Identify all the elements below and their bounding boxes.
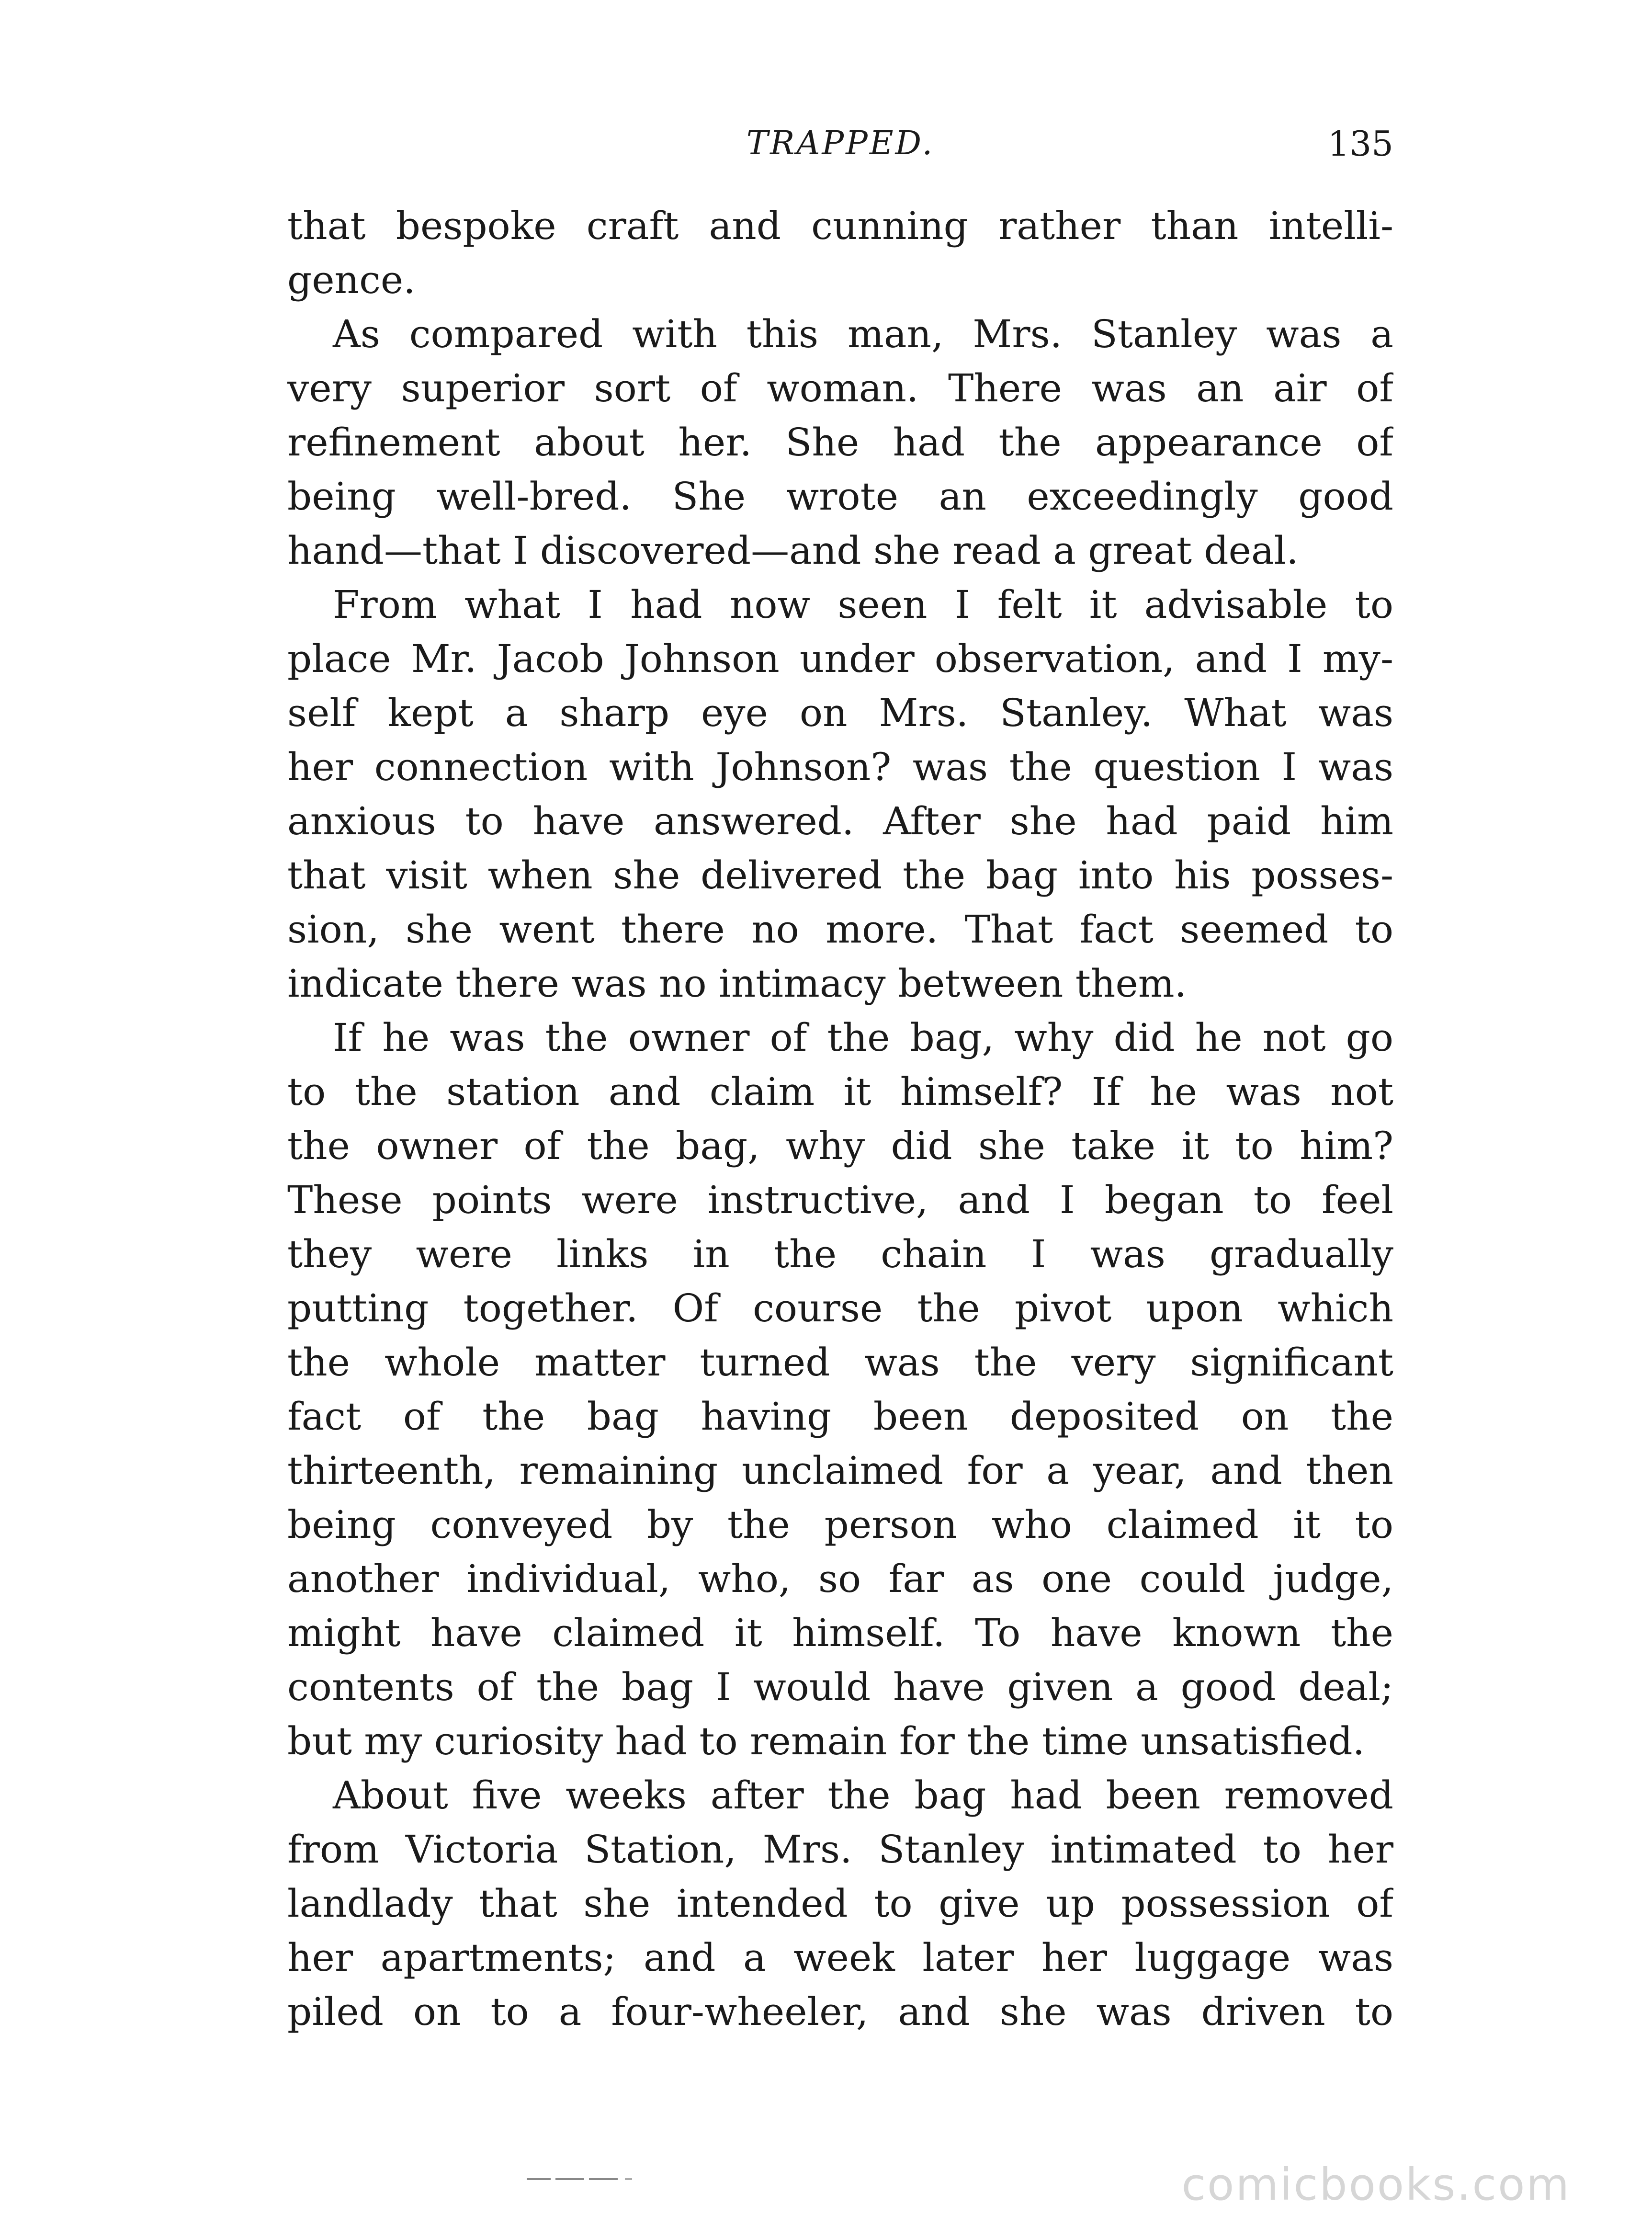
text-line: that bespoke craft and cunning rather than intelli- — [287, 204, 1393, 248]
text-line: the whole matter turned was the very significant — [287, 1340, 1393, 1385]
text-line: fact of the bag having been deposited on the — [287, 1394, 1393, 1439]
text-line: thirteenth, remaining unclaimed for a year, and then — [287, 1448, 1393, 1493]
text-line: to the station and claim it himself? If he was not — [287, 1069, 1393, 1114]
text-line: but my curiosity had to remain for the time unsatisfied. — [287, 1719, 1365, 1763]
text-line: her connection with Johnson? was the question I was — [287, 745, 1393, 789]
text-line: anxious to have answered. After she had paid him — [287, 799, 1393, 843]
text-line: very superior sort of woman. There was an air of — [287, 366, 1393, 410]
text-line: As compared with this man, Mrs. Stanley was a — [333, 312, 1393, 356]
text-line: that visit when she delivered the bag into his posses- — [287, 853, 1393, 898]
watermark: comicbooks.com — [1181, 2159, 1571, 2210]
running-head — [287, 115, 1393, 172]
text-line: About five weeks after the bag had been removed — [333, 1773, 1393, 1818]
text-line: gence. — [287, 258, 416, 302]
text-line: contents of the bag I would have given a good deal; — [287, 1665, 1393, 1709]
running-title: TRAPPED. — [746, 125, 935, 162]
text-line: self kept a sharp eye on Mrs. Stanley. What was — [287, 691, 1393, 735]
text-line: being well-bred. She wrote an exceedingly good — [287, 474, 1393, 519]
text-line: they were links in the chain I was gradually — [287, 1232, 1393, 1276]
text-line: might have claimed it himself. To have known the — [287, 1611, 1393, 1655]
text-line: If he was the owner of the bag, why did he not go — [333, 1015, 1393, 1060]
text-line: These points were instructive, and I began to feel — [287, 1178, 1393, 1222]
text-line: place Mr. Jacob Johnson under observation, and I my- — [287, 636, 1393, 681]
text-line: the owner of the bag, why did she take it to him? — [287, 1124, 1393, 1168]
text-line: refinement about her. She had the appearance of — [287, 420, 1393, 465]
text-line: putting together. Of course the pivot upon which — [287, 1286, 1393, 1330]
text-line: being conveyed by the person who claimed it to — [287, 1502, 1393, 1547]
text-line: hand—that I discovered—and she read a great deal. — [287, 528, 1299, 573]
text-line: from Victoria Station, Mrs. Stanley intimated to her — [287, 1827, 1393, 1872]
text-line: piled on to a four-wheeler, and she was driven to — [287, 1989, 1393, 2034]
text-line: From what I had now seen I felt it advisable to — [333, 582, 1393, 627]
body-text — [287, 199, 1393, 2039]
footer-rule — [527, 2177, 670, 2182]
text-line: landlady that she intended to give up possession of — [287, 1881, 1393, 1926]
text-line: another individual, who, so far as one could judge, — [287, 1557, 1393, 1601]
text-line: indicate there was no intimacy between them. — [287, 961, 1187, 1006]
text-line: sion, she went there no more. That fact seemed to — [287, 907, 1393, 952]
text-line: her apartments; and a week later her luggage was — [287, 1935, 1393, 1980]
page-number: 135 — [1327, 124, 1393, 164]
